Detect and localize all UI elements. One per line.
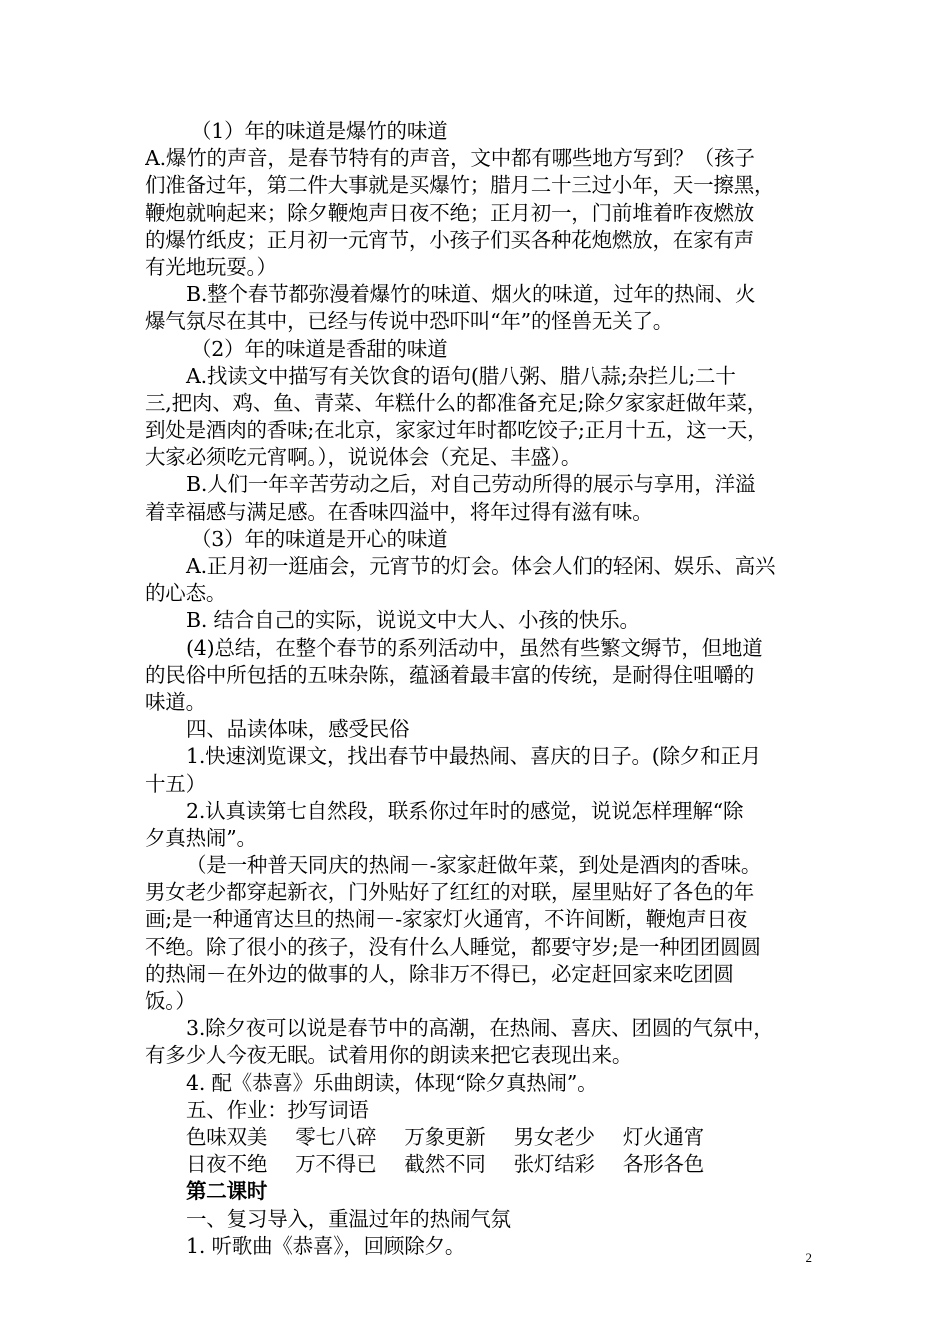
text-line: 爆气氛尽在其中，已经与传说中恐吓叫“年”的怪兽无关了。 bbox=[145, 309, 674, 334]
document-body bbox=[145, 118, 813, 1260]
text-line: （1）年的味道是爆竹的味道 bbox=[191, 119, 448, 143]
text-line: 有多少人今夜无眠。试着用你的朗读来把它表现出来。 bbox=[145, 1043, 633, 1068]
text-line: 的热闹－在外边的做事的人，除非万不得已，必定赶回家来吃团圆 bbox=[145, 961, 734, 986]
word: 各形各色 bbox=[622, 1152, 705, 1177]
word: 万不得已 bbox=[295, 1152, 377, 1177]
text-line: 们准备过年，第二件大事就是买爆竹；腊月二十三过小年，天一擦黑， bbox=[145, 173, 775, 198]
text-line: （2）年的味道是香甜的味道 bbox=[191, 336, 448, 361]
text-line: 三,把肉、鸡、鱼、青菜、年糕什么的都准备充足;除夕家家赶做年菜， bbox=[145, 390, 768, 415]
text-line: A.正月初一逛庙会，元宵节的灯会。体会人们的轻闲、娱乐、高兴 bbox=[186, 554, 776, 578]
text-line: 十五） bbox=[145, 771, 206, 796]
text-line: B.人们一年辛苦劳动之后，对自己劳动所得的展示与享用，洋溢 bbox=[186, 472, 756, 497]
paragraph-lines bbox=[145, 118, 813, 1124]
word: 日夜不绝 bbox=[186, 1152, 268, 1177]
text-line: 男女老少都穿起新衣，门外贴好了红红的对联，屋里贴好了各色的年 bbox=[145, 880, 754, 905]
text-line: （是一种普天同庆的热闹－-家家赶做年菜，到处是酒肉的香味。 bbox=[186, 853, 762, 878]
word: 色味双美 bbox=[186, 1124, 268, 1149]
word: 截然不同 bbox=[404, 1152, 486, 1177]
text-line: 3.除夕夜可以说是春节中的高潮，在热闹、喜庆、团圆的气氛中， bbox=[186, 1016, 774, 1041]
word: 万象更新 bbox=[404, 1124, 486, 1149]
text-line: A.爆竹的声音，是春节特有的声音，文中都有哪些地方写到？（孩子 bbox=[145, 146, 755, 171]
text-line: (4)总结，在整个春节的系列活动中，虽然有些繁文缛节，但地道 bbox=[186, 635, 763, 660]
text-line: 五、作业：抄写词语 bbox=[186, 1097, 369, 1122]
text-line: 四、品读体味，感受民俗 bbox=[186, 717, 410, 742]
text-line: 4. 配《恭喜》乐曲朗读，体现“除夕真热闹”。 bbox=[186, 1070, 598, 1095]
text-line: 饭。） bbox=[145, 989, 196, 1013]
text-line: 味道。 bbox=[145, 689, 206, 714]
section-heading: 一、复习导入，重温过年的热闹气氛 bbox=[186, 1206, 511, 1231]
word-row-2 bbox=[145, 1151, 813, 1178]
text-line: B. 结合自己的实际，说说文中大人、小孩的快乐。 bbox=[186, 608, 640, 633]
word: 男女老少 bbox=[513, 1124, 595, 1149]
text-line: 1. 听歌曲《恭喜》，回顾除夕。 bbox=[186, 1233, 466, 1258]
lesson-title: 第二课时 bbox=[186, 1179, 268, 1204]
text-line: 到处是酒肉的香味;在北京，家家过年时都吃饺子;正月十五，这一天， bbox=[145, 418, 768, 443]
text-line: 的心态。 bbox=[145, 581, 227, 606]
page-number: 2 bbox=[805, 1250, 812, 1265]
text-line: A.找读文中描写有关饮食的语句(腊八粥、腊八蒜;杂拦儿;二十 bbox=[186, 363, 736, 388]
text-line: 有光地玩耍。） bbox=[145, 254, 277, 279]
text-line: （3）年的味道是开心的味道 bbox=[191, 526, 448, 551]
word: 灯火通宵 bbox=[622, 1124, 705, 1149]
word-row-1 bbox=[145, 1124, 813, 1151]
text-line: 的民俗中所包括的五味杂陈，蕴涵着最丰富的传统，是耐得住咀嚼的 bbox=[145, 662, 754, 687]
text-line: 夕真热闹”。 bbox=[145, 825, 257, 850]
text-line: 不绝。除了很小的孩子，没有什么人睡觉，都要守岁;是一种团团圆圆 bbox=[145, 934, 761, 959]
text-line: 鞭炮就响起来；除夕鞭炮声日夜不绝；正月初一，门前堆着昨夜燃放 bbox=[145, 200, 754, 225]
text-line: 1.快速浏览课文，找出春节中最热闹、喜庆的日子。(除夕和正月 bbox=[186, 744, 762, 769]
word: 张灯结彩 bbox=[513, 1152, 595, 1177]
text-line: 着幸福感与满足感。在香味四溢中，将年过得有滋有味。 bbox=[145, 499, 653, 524]
text-line: 的爆竹纸皮；正月初一元宵节，小孩子们买各种花炮燃放，在家有声 bbox=[145, 227, 754, 252]
text-line: 画;是一种通宵达旦的热闹－-家家灯火通宵，不许间断，鞭炮声日夜 bbox=[145, 907, 748, 932]
text-line: B.整个春节都弥漫着爆竹的味道、烟火的味道，过年的热闹、火 bbox=[186, 282, 756, 307]
text-line: 大家必须吃元宵啊。），说说体会（充足、丰盛）。 bbox=[145, 445, 582, 470]
text-line: 2.认真读第七自然段，联系你过年时的感觉，说说怎样理解“除 bbox=[186, 798, 744, 823]
word: 零七八碎 bbox=[295, 1124, 377, 1149]
